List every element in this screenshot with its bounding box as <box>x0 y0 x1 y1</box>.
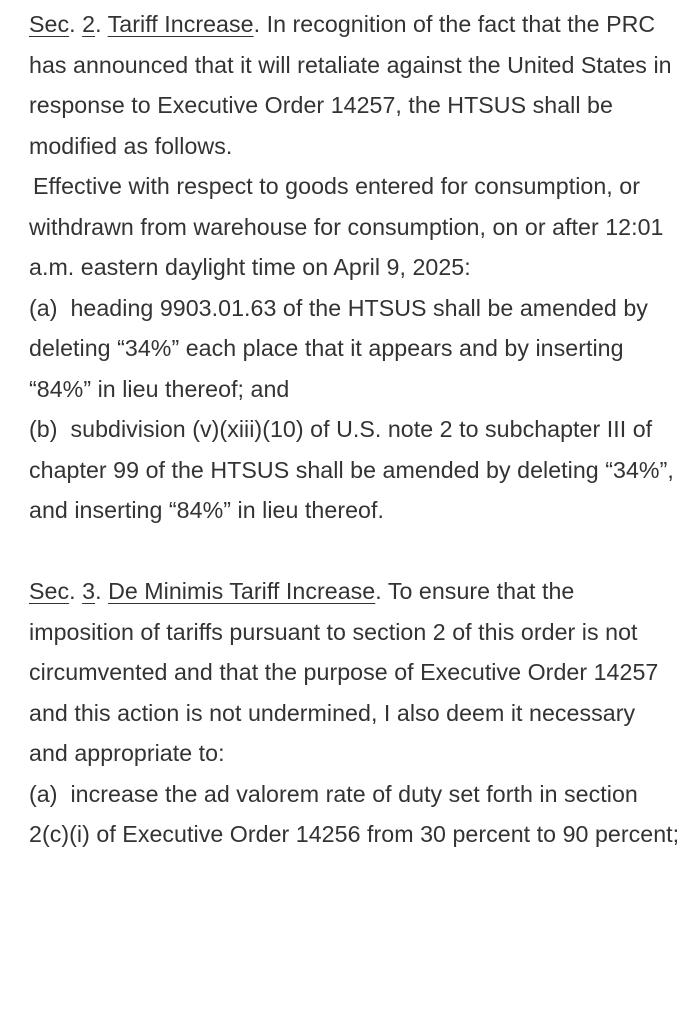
section-2 <box>29 4 680 531</box>
section-3-number: 3 <box>82 578 96 604</box>
section-2-intro-paragraph: Sec. 2. Tariff Increase. In recognition of the fact that the PRC has announced that it will retaliate against the United States in response to Executive Order 14257, the HTSUS shall be modified as follows. <box>29 11 672 159</box>
section-2-intro-text: In recognition of the fact that the PRC has announced that it will retaliate against the United States in response to Executive Order 14257, the HTSUS shall be modified as follows. <box>29 11 672 159</box>
section-2-effective-paragraph <box>29 166 680 288</box>
section-2-item-b: (b) subdivision (v)(xiii)(10) of U.S. note 2 to subchapter III of chapter 99 of the HTSUS shall be amended by deleting “34%”, and inserting “84%” in lieu thereof. <box>29 416 681 523</box>
section-2-label: Sec <box>29 11 70 37</box>
section-3-item-a: (a) increase the ad valorem rate of duty set forth in section 2(c)(i) of Executive Order 14256 from 30 percent to 90 percent; <box>29 780 680 847</box>
section-2-item-a: (a) heading 9903.01.63 of the HTSUS shall be amended by deleting “34%” each place that it appears and by inserting “84%” in lieu thereof; and <box>29 294 655 402</box>
section-3-heading: De Minimis Tariff Increase <box>108 578 376 604</box>
section-3-intro-paragraph: Sec. 3. De Minimis Tariff Increase. To ensure that the imposition of tariffs pursuant to section 2 of this order is not circumvented and that the purpose of Executive Order 14257 and this action is not undermined, I also deem it necessary and appropriate to: <box>29 578 659 766</box>
section-2-number: 2 <box>82 11 96 37</box>
section-3 <box>29 571 680 855</box>
section-2-effective-text: Effective with respect to goods entered for consumption, or withdrawn from warehouse for consumption, on or after 12:01 a.m. eastern daylight time on April 9, 2025: <box>29 173 664 280</box>
section-3-intro-text: To ensure that the imposition of tariffs pursuant to section 2 of this order is not circumvented and that the purpose of Executive Order 14257 and this action is not undermined, I also deem it necessary and appropriate to: <box>29 578 659 766</box>
section-2-heading: Tariff Increase <box>107 11 254 37</box>
section-3-label: Sec <box>29 578 70 604</box>
